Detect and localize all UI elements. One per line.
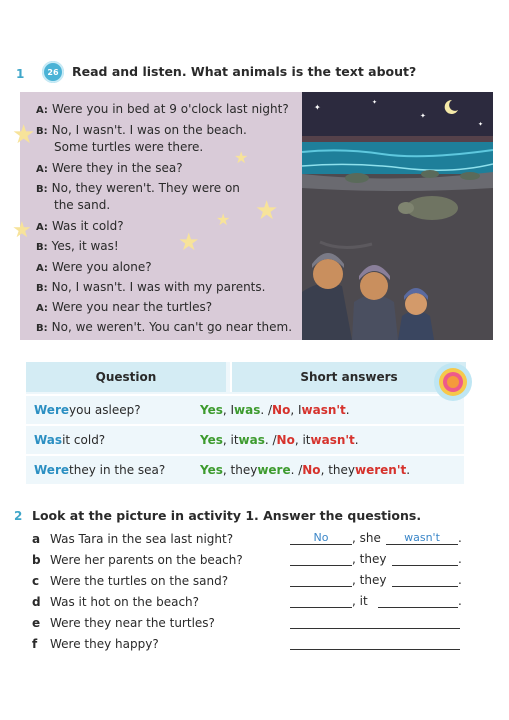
answer-cell: Yes , they were . / No , they weren't . [200,463,411,477]
dialogue-line: A: Were they in the sea? [36,161,183,175]
svg-text:✦: ✦ [478,121,484,128]
star-icon: ★ [234,148,249,167]
answer-end: . [458,531,462,545]
answer-blank-2[interactable] [378,595,458,608]
track-number: 26 [47,67,59,77]
svg-text:✦: ✦ [420,112,426,120]
star-icon: ★ [12,120,36,150]
answer-blank-2[interactable] [392,553,458,566]
star-icon: ★ [178,228,200,256]
question-cell: Was it cold? [34,433,106,447]
table-row [26,424,464,454]
star-icon: ★ [255,196,279,226]
table-header-question: Question [26,362,226,392]
dialogue-line: B: Yes, it was! [36,239,119,253]
answer-end: . [458,552,462,566]
question-item: c Were the turtles on the sand? [32,574,229,588]
dialogue-line: B: No, I wasn't. I was with my parents. [36,280,266,294]
question-item: a Was Tara in the sea last night? [32,532,234,546]
night-beach-illustration [302,92,493,340]
answer-blank-1[interactable] [290,574,352,587]
table-row [26,394,464,424]
svg-text:✦: ✦ [314,103,321,112]
dialogue-line: A: Were you near the turtles? [36,300,213,314]
audio-track-icon[interactable] [42,61,64,83]
dialogue-line: B: No, they weren't. They were on [36,181,240,195]
table-header-short-answers: Short answers [230,362,466,392]
grammar-target-icon [433,362,473,402]
dialogue-line: the sand. [54,198,111,212]
table-row [26,454,464,484]
question-item: f Were they happy? [32,637,159,651]
activity-instruction: Read and listen. What animals is the text about? [72,64,417,79]
answer-cell: Yes , it was . / No , it wasn't . [200,433,359,447]
question-item: d Was it hot on the beach? [32,595,200,609]
svg-text:✦: ✦ [372,99,378,106]
answer-blank-1[interactable] [290,595,352,608]
dialogue-line: A: Was it cold? [36,219,124,233]
activity-number: 1 [16,67,25,81]
question-cell: Were you asleep? [34,403,141,417]
answer-end: . [458,573,462,587]
star-icon: ★ [12,218,32,243]
dialogue-line: A: Were you in bed at 9 o'clock last night? [36,102,289,116]
dialogue-line: A: Were you alone? [36,260,152,274]
question-item: e Were they near the turtles? [32,616,215,630]
question-item: b Were her parents on the beach? [32,553,243,567]
answer-pronoun: , she [352,531,381,545]
answer-blank-1[interactable] [290,553,352,566]
answer-line[interactable] [290,637,460,650]
answer-pronoun: , they [352,573,387,587]
answer-blank-2[interactable] [392,574,458,587]
dialogue-line: B: No, we weren't. You can't go near them. [36,320,293,334]
dialogue-line: B: No, I wasn't. I was on the beach. [36,123,247,137]
answer-pronoun: , they [352,552,387,566]
dialogue-panel [12,92,302,340]
answer-blank-2[interactable]: wasn't [386,532,458,545]
activity-number: 2 [14,509,23,523]
answer-line[interactable] [290,616,460,629]
activity-instruction: Look at the picture in activity 1. Answer the questions. [32,508,422,523]
dialogue-line: Some turtles were there. [54,140,204,154]
answer-pronoun: , it [352,594,368,608]
answer-blank-1[interactable]: No [290,532,352,545]
question-cell: Were they in the sea? [34,463,166,477]
star-icon: ★ [216,210,231,229]
grammar-table [26,362,464,484]
answer-cell: Yes , I was . / No , I wasn't . [200,403,350,417]
answer-end: . [458,594,462,608]
